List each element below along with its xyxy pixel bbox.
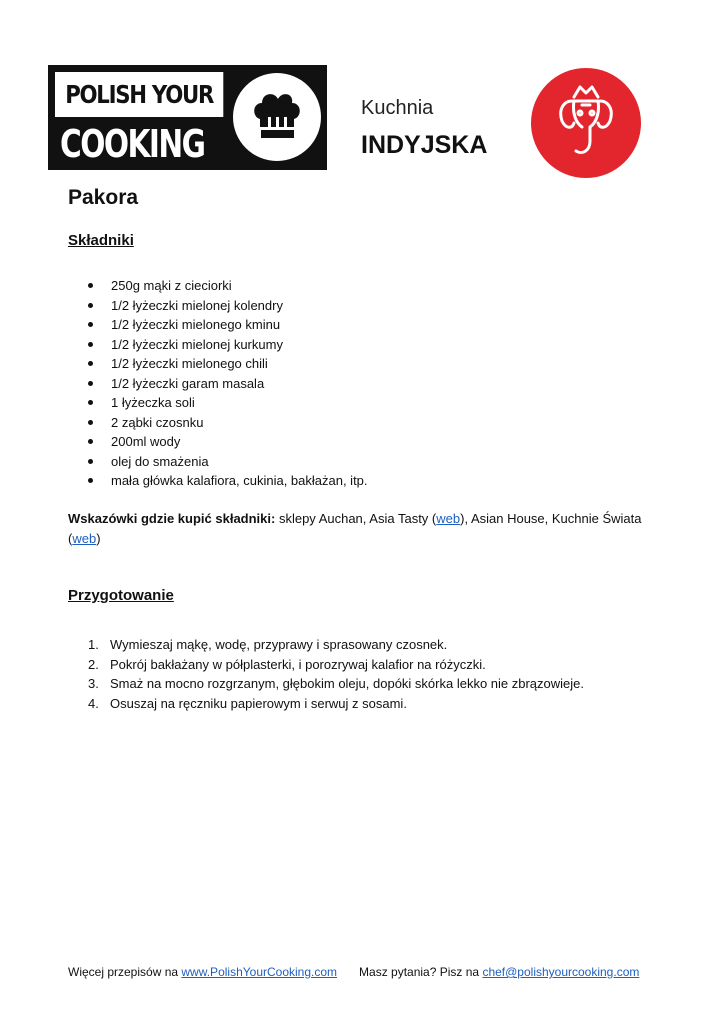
ingredients-list (88, 276, 368, 491)
list-item: 250g mąki z cieciorki (88, 276, 368, 296)
logo-line-2: COOKING (60, 121, 205, 166)
ingredients-heading: Składniki (68, 232, 134, 249)
list-item: mała główka kalafiora, cukinia, bakłażan, itp. (88, 471, 368, 491)
list-item: 1/2 łyżeczki mielonego kminu (88, 315, 368, 335)
bullet-icon (88, 439, 93, 444)
bullet-icon (88, 420, 93, 425)
list-item: 4. Osuszaj na ręczniku papierowym i serwuj z sosami. (88, 694, 584, 714)
list-item: 1/2 łyżeczki mielonego chili (88, 354, 368, 374)
steps-list (88, 635, 584, 713)
cuisine-label: Kuchnia (361, 97, 434, 119)
list-item: 2 ząbki czosnku (88, 413, 368, 433)
logo-line-1: POLISH YOUR (55, 72, 223, 117)
list-item: 2. Pokrój bakłażany w półplasterki, i porozrywaj kalafior na różyczki. (88, 655, 584, 675)
website-link[interactable]: www.PolishYourCooking.com (181, 965, 338, 979)
asia-tasty-web-link[interactable]: web (436, 511, 461, 526)
list-item: 1 łyżeczka soli (88, 393, 368, 413)
bullet-icon (88, 283, 93, 288)
bullet-icon (88, 361, 93, 366)
recipe-title: Pakora (68, 186, 139, 209)
list-item: 200ml wody (88, 432, 368, 452)
brand-logo (48, 65, 327, 170)
list-item: 1. Wymieszaj mąkę, wodę, przyprawy i sprasowany czosnek. (88, 635, 584, 655)
step-number: 3. (88, 676, 99, 691)
bullet-icon (88, 342, 93, 347)
list-item: 3. Smaż na mocno rozgrzanym, głębokim oleju, dopóki skórka lekko nie zbrązowieje. (88, 674, 584, 694)
ganesha-icon (530, 67, 642, 179)
step-number: 1. (88, 637, 99, 652)
list-item: olej do smażenia (88, 452, 368, 472)
list-item: 1/2 łyżeczki mielonej kurkumy (88, 335, 368, 355)
bullet-icon (88, 303, 93, 308)
step-number: 2. (88, 656, 99, 672)
step-number: 4. (88, 695, 99, 711)
cuisine-name: INDYJSKA (361, 131, 488, 159)
email-link[interactable]: chef@polishyourcooking.com (482, 965, 640, 979)
bullet-icon (88, 459, 93, 464)
bullet-icon (88, 478, 93, 483)
bullet-icon (88, 381, 93, 386)
list-item: 1/2 łyżeczki garam masala (88, 374, 368, 394)
bullet-icon (88, 322, 93, 327)
page-footer: Więcej przepisów na www.PolishYourCooking.com Masz pytania? Pisz na chef@polishyourcooking.com (68, 965, 640, 979)
shopping-tips: Wskazówki gdzie kupić składniki: sklepy Auchan, Asia Tasty (web), Asian House, Kuchnie Świata (web) (68, 511, 642, 546)
chef-hat-icon (230, 69, 324, 165)
tips-label: Wskazówki gdzie kupić składniki: (68, 511, 276, 526)
list-item: 1/2 łyżeczki mielonej kolendry (88, 296, 368, 316)
bullet-icon (88, 400, 93, 405)
kuchnie-swiata-web-link[interactable]: web (72, 530, 97, 546)
preparation-heading: Przygotowanie (68, 587, 174, 604)
